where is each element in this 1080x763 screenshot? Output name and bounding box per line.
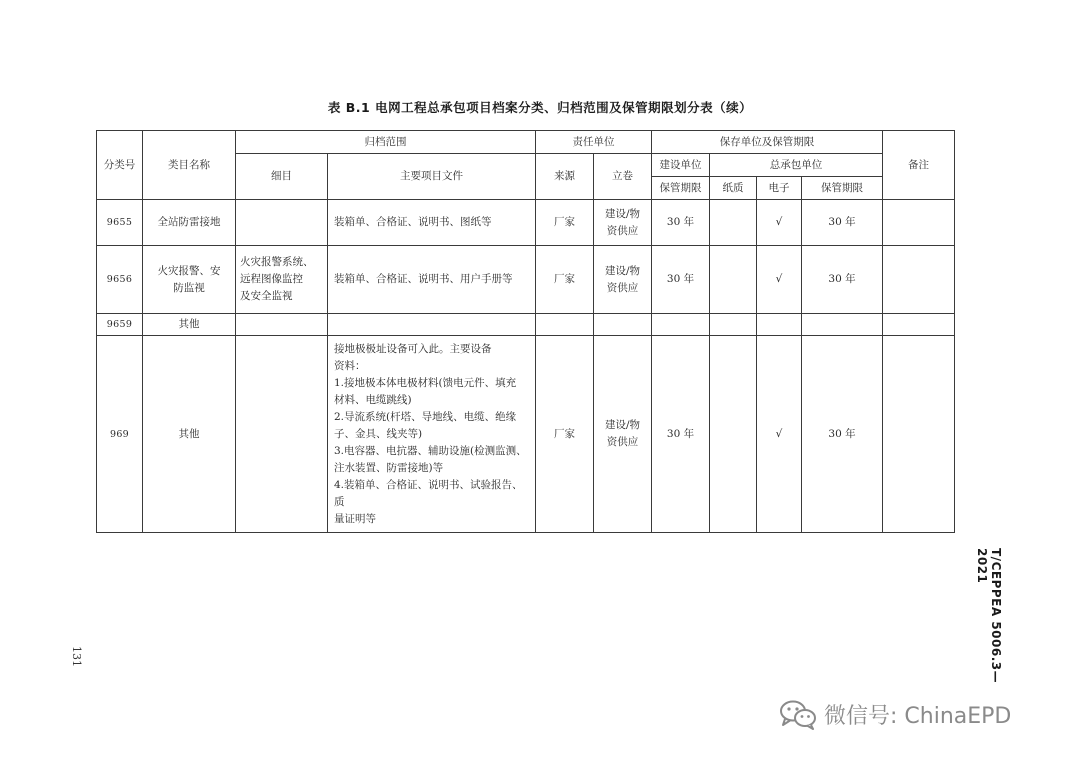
row-filing-line: 建设/物	[604, 207, 641, 220]
row-name-line: 防监视	[173, 281, 205, 294]
row-remarks	[883, 246, 955, 314]
row-docs	[328, 200, 536, 246]
row-builder-period: 30 年	[652, 246, 710, 314]
row-electronic: √	[757, 336, 802, 533]
header-retention: 保存单位及保管期限	[652, 131, 883, 154]
row-code: 969	[97, 336, 143, 533]
header-filing: 立卷	[594, 154, 652, 200]
row-name	[143, 200, 236, 246]
row-docs-line: 1.接地极本体电极材料(馈电元件、填充	[334, 376, 517, 389]
row-detail	[236, 200, 328, 246]
row-filing-line: 资供应	[606, 281, 639, 294]
header-detail: 细目	[236, 154, 328, 200]
table-row	[97, 314, 955, 336]
header-row-1	[97, 131, 955, 154]
row-builder-period: 30 年	[652, 336, 710, 533]
header-builder: 建设单位	[652, 154, 710, 177]
row-docs-line: 接地极极址设备可入此。主要设备	[334, 342, 492, 355]
row-contractor-period: 30 年	[802, 246, 883, 314]
row-contractor-period	[802, 314, 883, 336]
row-remarks	[883, 314, 955, 336]
header-contractor: 总承包单位	[710, 154, 883, 177]
row-paper	[710, 314, 757, 336]
row-builder-period: 30 年	[652, 200, 710, 246]
row-docs-line: 装箱单、合格证、说明书、图纸等	[334, 216, 492, 228]
row-detail-line: 及安全监视	[240, 290, 293, 302]
row-source	[536, 314, 594, 336]
header-responsibility: 责任单位	[536, 131, 652, 154]
row-contractor-period: 30 年	[802, 200, 883, 246]
row-electronic: √	[757, 246, 802, 314]
watermark-text: 微信号: ChinaEPD	[824, 703, 1012, 729]
row-remarks	[883, 200, 955, 246]
row-filing-line: 建设/物	[604, 419, 641, 431]
header-paper: 纸质	[710, 177, 757, 200]
row-docs-line: 装箱单、合格证、说明书、用户手册等	[334, 273, 513, 285]
row-name-line: 其他	[178, 318, 200, 330]
row-filing-line: 建设/物	[604, 264, 641, 277]
row-filing	[594, 314, 652, 336]
row-source: 厂家	[536, 200, 594, 246]
header-remarks: 备注	[883, 131, 955, 200]
row-code: 9659	[97, 314, 143, 336]
header-electronic: 电子	[757, 177, 802, 200]
row-docs-line: 3.电容器、电抗器、辅助设施(检测监测、	[334, 444, 527, 457]
row-remarks	[883, 336, 955, 533]
table-row	[97, 336, 955, 533]
row-filing	[594, 246, 652, 314]
row-name-line: 火灾报警、安	[157, 264, 221, 277]
header-contractor-period: 保管期限	[802, 177, 883, 200]
row-detail-line: 远程图像监控	[240, 273, 303, 285]
row-docs-line: 资料：	[334, 359, 366, 372]
row-detail	[236, 336, 328, 533]
row-builder-period	[652, 314, 710, 336]
archive-table	[96, 130, 955, 533]
row-electronic: √	[757, 200, 802, 246]
row-name-line: 全站防雷接地	[157, 216, 221, 228]
standard-code: T/CEPPEA 5006.3—2021	[975, 548, 1003, 684]
row-paper	[710, 246, 757, 314]
row-docs-line: 量证明等	[334, 512, 376, 525]
row-docs-line: 注水装置、防雷接地)等	[334, 461, 444, 474]
row-detail	[236, 246, 328, 314]
row-docs	[328, 246, 536, 314]
row-filing	[594, 336, 652, 533]
row-name	[143, 336, 236, 533]
row-detail-line: 火灾报警系统、	[240, 256, 314, 268]
row-docs-line: 材料、电缆跳线)	[334, 393, 412, 406]
row-contractor-period: 30 年	[802, 336, 883, 533]
row-filing-line: 资供应	[606, 436, 639, 448]
row-docs-line: 子、金具、线夹等)	[334, 427, 423, 440]
row-paper	[710, 200, 757, 246]
row-filing	[594, 200, 652, 246]
row-code: 9656	[97, 246, 143, 314]
header-builder-period: 保管期限	[652, 177, 710, 200]
row-docs-line: 2.导流系统(杆塔、导地线、电缆、绝缘	[334, 410, 517, 423]
row-docs-line: 4.装箱单、合格证、说明书、试验报告、质	[334, 478, 523, 508]
row-paper	[710, 336, 757, 533]
header-name: 类目名称	[143, 131, 236, 200]
row-filing-line: 资供应	[606, 224, 639, 237]
row-name	[143, 246, 236, 314]
row-code: 9655	[97, 200, 143, 246]
row-detail	[236, 314, 328, 336]
watermark	[778, 697, 1011, 731]
table-row	[97, 200, 955, 246]
row-source: 厂家	[536, 246, 594, 314]
header-main-docs: 主要项目文件	[328, 154, 536, 200]
header-source: 来源	[536, 154, 594, 200]
header-code: 分类号	[97, 131, 143, 200]
row-docs	[328, 336, 536, 533]
row-electronic	[757, 314, 802, 336]
row-docs	[328, 314, 536, 336]
row-name	[143, 314, 236, 336]
table-title: 表 B.1 电网工程总承包项目档案分类、归档范围及保管期限划分表（续）	[327, 100, 753, 115]
wechat-icon	[778, 698, 818, 730]
table-row	[97, 246, 955, 314]
row-name-line: 其他	[178, 427, 200, 440]
page-number: 131	[70, 646, 83, 667]
header-scope: 归档范围	[236, 131, 536, 154]
row-source: 厂家	[536, 336, 594, 533]
